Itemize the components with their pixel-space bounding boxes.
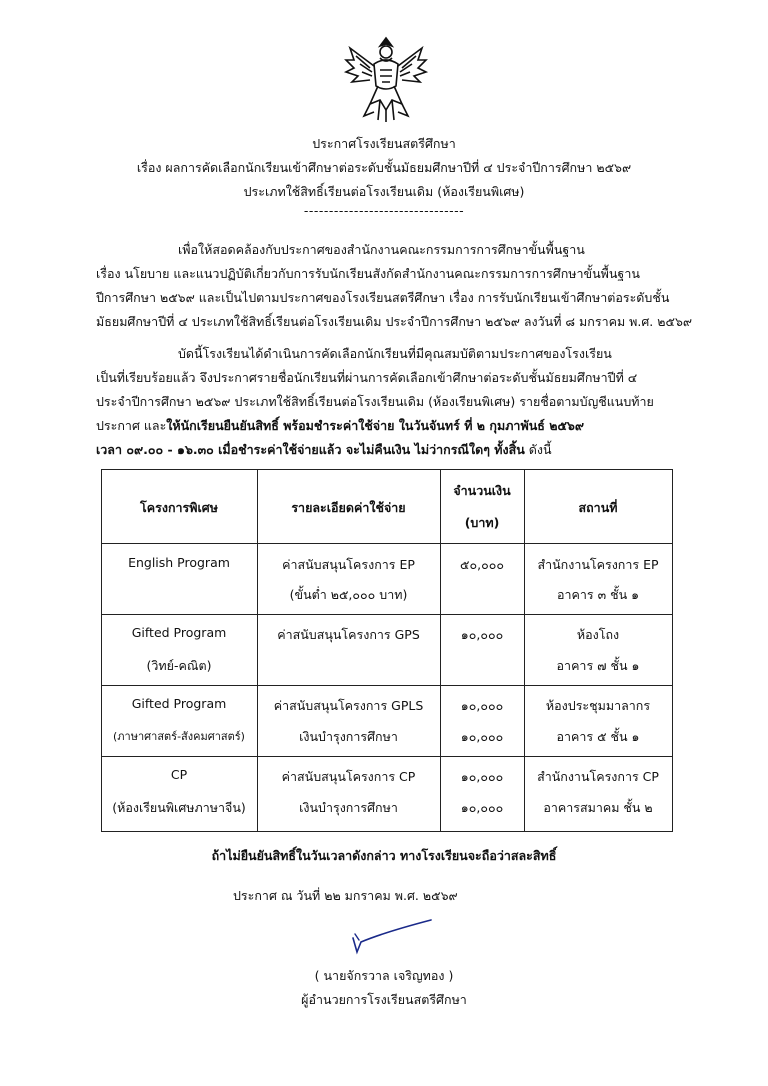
- table-row-4-place: สำนักงานโครงการ CP: [537, 769, 659, 784]
- table-row-1-detail: ค่าสนับสนุนโครงการ EP: [282, 557, 415, 572]
- table-row-4-detail-2: เงินบำรุงการศึกษา: [299, 800, 398, 815]
- table-border: [672, 469, 673, 832]
- payment-time-note: เวลา ๐๙.๐๐ - ๑๖.๓๐ เมื่อชำระค่าใช้จ่ายแล้ว จะไม่คืนเงิน ไม่ว่ากรณีใดๆ ทั้งสิ้น: [96, 442, 525, 457]
- table-row-3-detail-2: เงินบำรุงการศึกษา: [299, 729, 398, 744]
- table-row-4-amount: ๑๐,๐๐๐: [460, 769, 504, 784]
- announcement-title: ประกาศโรงเรียนสตรีศึกษา: [312, 136, 456, 151]
- header-amount: จำนวนเงิน: [453, 483, 511, 498]
- table-row-2-program-sub: (วิทย์-คณิต): [146, 658, 212, 673]
- table-border: [101, 543, 673, 544]
- paragraph-2-line-5-plain: ดังนี้: [524, 442, 552, 457]
- paragraph-2-line-2: เป็นที่เรียบร้อยแล้ว จึงประกาศรายชื่อนักเรียนที่ผ่านการคัดเลือกเข้าศึกษาต่อระดับชั้นมัธยมศึกษาปีที่ ๔: [96, 370, 638, 385]
- table-row-3-place: ห้องประชุมมาลากร: [545, 698, 651, 713]
- type-line: ประเภทใช้สิทธิ์เรียนต่อโรงเรียนเดิม (ห้องเรียนพิเศษ): [243, 184, 525, 199]
- header-program: โครงการพิเศษ: [140, 500, 218, 515]
- warning-note: ถ้าไม่ยืนยันสิทธิ์ในวันเวลาดังกล่าว ทางโรงเรียนจะถือว่าสละสิทธิ์: [211, 848, 557, 863]
- table-row-4-detail: ค่าสนับสนุนโครงการ CP: [281, 769, 416, 784]
- signature-icon: [345, 918, 435, 960]
- table-border: [101, 614, 673, 615]
- table-row-3-program-sub: (ภาษาศาสตร์-สังคมศาสตร์): [113, 730, 245, 743]
- table-border: [101, 469, 673, 470]
- table-row-2-place: ห้องโถง: [576, 627, 620, 642]
- divider: --------------------------------: [303, 203, 465, 218]
- table-row-1-amount: ๕๐,๐๐๐: [460, 557, 504, 572]
- table-row-3-building: อาคาร ๕ ชั้น ๑: [556, 729, 640, 744]
- table-row-4-program: CP: [170, 767, 188, 782]
- paragraph-1-line-2: เรื่อง นโยบาย และแนวปฏิบัติเกี่ยวกับการรับนักเรียนสังกัดสำนักงานคณะกรรมการการศึกษาขั้นพื้นฐาน: [96, 266, 640, 281]
- garuda-emblem-icon: [340, 34, 432, 126]
- table-row-3-detail: ค่าสนับสนุนโครงการ GPLS: [273, 698, 424, 713]
- paragraph-1-line-1: เพื่อให้สอดคล้องกับประกาศของสำนักงานคณะกรรมการการศึกษาขั้นพื้นฐาน: [178, 242, 585, 257]
- table-row-3-amount: ๑๐,๐๐๐: [460, 698, 504, 713]
- announce-date: ประกาศ ณ วันที่ ๒๒ มกราคม พ.ศ. ๒๕๖๙: [233, 888, 458, 903]
- paragraph-2-line-4-plain: ประกาศ และ: [96, 418, 167, 433]
- paragraph-2-line-3: ประจำปีการศึกษา ๒๕๖๙ ประเภทใช้สิทธิ์เรียนต่อโรงเรียนเดิม (ห้องเรียนพิเศษ) รายชื่อตามบัญชีแนบท้าย: [96, 394, 654, 409]
- table-row-2-building: อาคาร ๗ ชั้น ๑: [556, 658, 640, 673]
- fee-table: [101, 469, 673, 832]
- header-place: สถานที่: [578, 500, 618, 515]
- table-row-4-amount-2: ๑๐,๐๐๐: [460, 800, 504, 815]
- paragraph-2-line-1: บัดนี้โรงเรียนได้ดำเนินการคัดเลือกนักเรียนที่มีคุณสมบัติตามประกาศของโรงเรียน: [178, 346, 612, 361]
- signer-title: ผู้อำนวยการโรงเรียนสตรีศึกษา: [301, 992, 467, 1007]
- confirm-rights-instruction: ให้นักเรียนยืนยันสิทธิ์ พร้อมชำระค่าใช้จ่าย ในวันจันทร์ ที่ ๒ กุมภาพันธ์ ๒๕๖๙: [166, 418, 585, 433]
- table-border: [101, 685, 673, 686]
- table-row-4-building: อาคารสมาคม ชั้น ๒: [543, 800, 653, 815]
- subject-line: เรื่อง ผลการคัดเลือกนักเรียนเข้าศึกษาต่อระดับชั้นมัธยมศึกษาปีที่ ๔ ประจำปีการศึกษา ๒๕๖๙: [136, 160, 632, 175]
- header-detail: รายละเอียดค่าใช้จ่าย: [291, 500, 406, 515]
- paragraph-2-line-5: [96, 440, 552, 460]
- table-row-1-place: สำนักงานโครงการ EP: [537, 557, 659, 572]
- table-row-3-amount-2: ๑๐,๐๐๐: [460, 729, 504, 744]
- table-row-2-amount: ๑๐,๐๐๐: [460, 627, 504, 642]
- table-border: [101, 831, 673, 832]
- table-row-2-detail: ค่าสนับสนุนโครงการ GPS: [277, 627, 420, 642]
- paragraph-2-line-4: [96, 416, 584, 436]
- signer-name: ( นายจักรวาล เจริญทอง ): [314, 968, 454, 983]
- table-row-2-program: Gifted Program: [131, 625, 227, 640]
- header-amount-unit: (บาท): [464, 515, 500, 530]
- table-row-1-program: English Program: [128, 555, 230, 570]
- table-row-3-program: Gifted Program: [131, 696, 227, 711]
- paragraph-1-line-3: ปีการศึกษา ๒๕๖๙ และเป็นไปตามประกาศของโรงเรียนสตรีศึกษา เรื่อง การรับนักเรียนเข้าศึกษาต่อระดับชั้น: [96, 290, 670, 305]
- table-row-1-detail-note: (ขั้นต่ำ ๒๕,๐๐๐ บาท): [289, 587, 408, 602]
- table-border: [101, 756, 673, 757]
- table-row-4-program-sub: (ห้องเรียนพิเศษภาษาจีน): [112, 800, 246, 815]
- paragraph-1-line-4: มัธยมศึกษาปีที่ ๔ ประเภทใช้สิทธิ์เรียนต่อโรงเรียนเดิม ประจำปีการศึกษา ๒๕๖๙ ลงวันที่ ๘ มกราคม พ.ศ. ๒๕๖๙: [96, 314, 693, 329]
- table-row-1-building: อาคาร ๓ ชั้น ๑: [556, 587, 640, 602]
